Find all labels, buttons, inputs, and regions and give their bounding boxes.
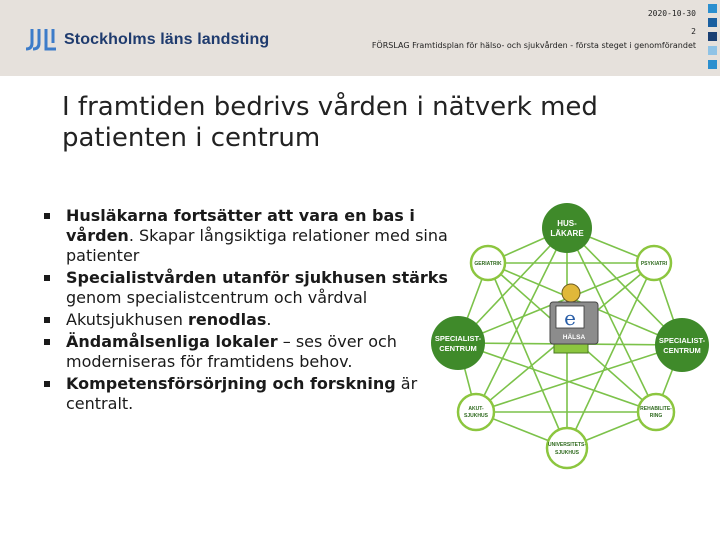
bullet-4: [44, 332, 484, 372]
bullet-4-text: – ses över och moderniseras för framtidens behov.: [66, 332, 397, 371]
svg-text:SPECIALIST-: SPECIALIST-: [434, 334, 482, 343]
bullet-list: [44, 206, 484, 416]
svg-text:PSYKIATRI: PSYKIATRI: [640, 261, 668, 267]
header-bar: [0, 0, 720, 76]
svg-text:AKUT-: AKUT-: [468, 406, 484, 412]
e-health-logo: e: [564, 306, 576, 330]
square-2: [708, 18, 717, 27]
node-specialist-right: [655, 318, 709, 372]
svg-text:CENTRUM: CENTRUM: [439, 344, 477, 353]
bullet-2-bold: Specialistvården utanför sjukhusen stärks: [66, 268, 448, 287]
svg-text:REHABILITE-: REHABILITE-: [640, 406, 672, 412]
square-5: [708, 60, 717, 69]
svg-text:CENTRUM: CENTRUM: [663, 346, 701, 355]
sll-logo: [26, 26, 269, 54]
square-1: [708, 4, 717, 13]
svg-text:RING: RING: [649, 413, 663, 419]
bullet-3-bold: renodlas: [188, 310, 267, 329]
bullet-1-text: . Skapar långsiktiga relationer med sina patienter: [66, 226, 448, 265]
bullet-2: [44, 268, 484, 308]
node-geriatrik: [471, 246, 505, 280]
square-3: [708, 32, 717, 41]
svg-text:GERIATRIK: GERIATRIK: [474, 261, 502, 267]
bullet-3: [44, 310, 484, 330]
patient-figure: [550, 284, 598, 353]
sll-logo-icon: [26, 27, 58, 53]
svg-text:HUS-: HUS-: [557, 219, 577, 228]
svg-text:SPECIALIST-: SPECIALIST-: [658, 336, 706, 345]
bullet-5-text: är centralt: [66, 374, 418, 413]
logo-text: Stockholms läns landsting: [64, 31, 270, 48]
bullet-5-bold: Kompetensförsörjning och forskning: [66, 374, 396, 393]
care-network-diagram: [430, 198, 720, 473]
bullet-5-tail: .: [128, 394, 134, 413]
bullet-3-pre: Akutsjukhusen: [66, 310, 189, 329]
bullet-2-text: genom specialistcentrum och vårdval: [66, 288, 368, 307]
date-label: 2020-10-30: [647, 9, 696, 18]
svg-text:LÄKARE: LÄKARE: [550, 229, 584, 238]
document-subtitle: FÖRSLAG Framtidsplan för hälso- och sjukvården - första steget i genomförandet: [371, 41, 696, 50]
bullet-4-bold: Ändamålsenliga lokaler: [66, 332, 278, 351]
slide-title: I framtiden bedrivs vården i nätverk med patienten i centrum: [62, 92, 598, 153]
svg-text:SJUKHUS: SJUKHUS: [464, 413, 488, 419]
bullet-3-text: .: [266, 310, 272, 329]
page-number: 2: [691, 27, 696, 36]
node-akutsjukhus: [458, 394, 494, 430]
svg-text:SJUKHUS: SJUKHUS: [555, 450, 579, 456]
svg-text:UNIVERSITETS-: UNIVERSITETS-: [547, 442, 587, 448]
node-psykiatri: [637, 246, 671, 280]
node-rehabilitering: [638, 394, 674, 430]
decorative-squares: [708, 4, 720, 74]
square-4: [708, 46, 717, 55]
bullet-5: [44, 374, 484, 414]
bullet-1-bold: Husläkarna fortsätter att vara en bas i vården: [66, 206, 415, 245]
node-specialist-left: [431, 316, 485, 370]
node-huslakare: [542, 203, 592, 253]
center-label: HÄLSA: [562, 334, 586, 341]
bullet-1: [44, 206, 484, 266]
node-universitetssjukhus: [547, 428, 587, 468]
